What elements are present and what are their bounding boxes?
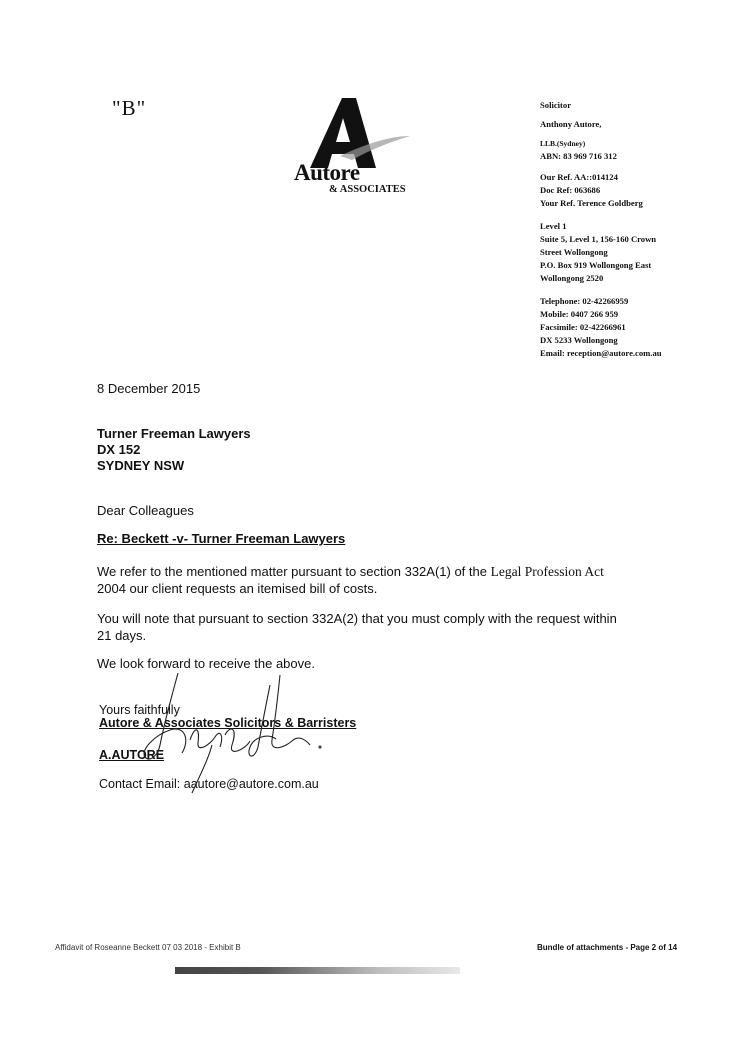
paragraph-3: We look forward to receive the above. xyxy=(97,656,315,671)
contact-email: Contact Email: aautore@autore.com.au xyxy=(99,777,319,791)
dx: DX 5233 Wollongong xyxy=(540,335,618,345)
logo-name: Autore xyxy=(294,160,360,185)
letter-date: 8 December 2015 xyxy=(97,381,201,396)
role: Solicitor xyxy=(540,100,572,110)
footer-page-number: Bundle of attachments - Page 2 of 14 xyxy=(537,943,678,952)
our-ref: Our Ref. AA::014124 xyxy=(540,172,618,182)
abn: ABN: 83 969 716 312 xyxy=(540,151,617,161)
address-line: Level 1 xyxy=(540,221,567,231)
handwritten-signature xyxy=(120,665,350,795)
facsimile: Facsimile: 02-42266961 xyxy=(540,322,626,332)
exhibit-mark: "B" xyxy=(112,96,147,120)
address-line: Wollongong 2520 xyxy=(540,273,604,283)
address-line: Street Wollongong xyxy=(540,247,608,257)
telephone: Telephone: 02-42266959 xyxy=(540,296,629,306)
doc-ref: Doc Ref: 063686 xyxy=(540,185,601,195)
recipient-line: Turner Freeman Lawyers xyxy=(97,426,251,441)
logo-subtitle: & ASSOCIATES xyxy=(329,184,406,195)
address-line: Suite 5, Level 1, 156-160 Crown xyxy=(540,234,657,244)
signer-name: A.AUTORE xyxy=(99,748,165,762)
recipient-line: DX 152 xyxy=(97,442,141,457)
paragraph-1: We refer to the mentioned matter pursuant to section 332A(1) of the Legal Profession Act 2004 our client requests an itemised bill of costs. xyxy=(97,564,604,596)
address-line: P.O. Box 919 Wollongong East xyxy=(540,260,652,270)
scan-artifact xyxy=(175,967,460,974)
mobile: Mobile: 0407 266 959 xyxy=(540,309,619,319)
your-ref: Your Ref. Terence Goldberg xyxy=(540,198,643,208)
firm-details xyxy=(540,99,662,360)
recipient-line: SYDNEY NSW xyxy=(97,458,185,473)
qualification: LLB.(Sydney) xyxy=(540,139,586,148)
re-line: Re: Beckett -v- Turner Freeman Lawyers xyxy=(97,531,346,546)
email: Email: reception@autore.com.au xyxy=(540,348,662,358)
footer-left: Affidavit of Roseanne Beckett 07 03 2018 - Exhibit B xyxy=(55,943,241,952)
firm-name: Autore & Associates Solicitors & Barristers xyxy=(99,716,357,730)
recipient-address xyxy=(97,426,251,474)
salutation: Dear Colleagues xyxy=(97,503,194,518)
closing: Yours faithfully xyxy=(99,703,180,717)
solicitor-name: Anthony Autore, xyxy=(540,119,602,129)
paragraph-2: You will note that pursuant to section 332A(2) that you must comply with the request within 21 days. xyxy=(97,611,617,643)
act-name: Legal Profession Act xyxy=(490,564,604,579)
